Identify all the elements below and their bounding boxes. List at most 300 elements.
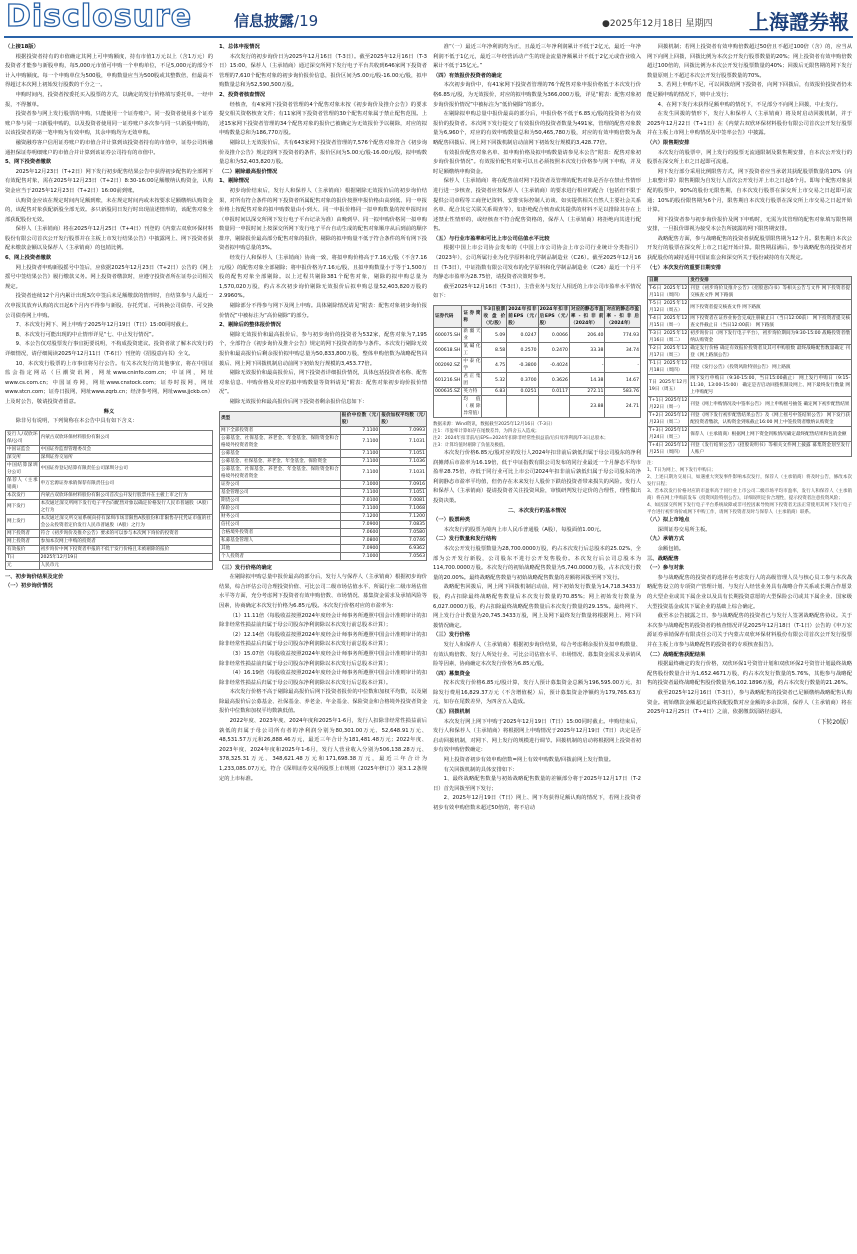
table-cell: 7.1100 bbox=[340, 449, 380, 457]
table-cell: 均值（剔除异常值） bbox=[463, 397, 482, 417]
paragraph: 网下投资者参与初步询价报价及网下申购时，无需为其管理的配售对象填写限售期安排，一旦报价即视为接受本公告所披露的网下限售期安排。 bbox=[647, 216, 852, 233]
paragraph: 网上投资者初步有效申购倍数=网上有效申购数量/回拨前网上发行数量。 bbox=[443, 757, 615, 764]
table-cell: T-3日 2025年12月16日（周二） bbox=[649, 331, 688, 344]
table-cell: 公募基金、社保基金、养老金、年金基金、保险资金 bbox=[220, 457, 341, 465]
table-cell: T+2日 2025年12月23日（周二） bbox=[649, 413, 688, 426]
paragraph: 8、本次发行可能出现的中止情形详见“七、中止发行情况”。 bbox=[15, 331, 157, 338]
table-cell: 7.1068 bbox=[380, 504, 427, 512]
paragraph: 4、在网下发行未获得足额申购的情况下，不足部分不向网上回拨，中止发行。 bbox=[657, 101, 842, 108]
table-cell: 中国证监会 bbox=[6, 445, 40, 453]
paragraph: 截至2025年12月16日（T-3日），主营业务与发行人相近的上市公司市盈率水平情况如下： bbox=[433, 283, 641, 300]
schedule-note: 3、若本次发行价格对应的市盈率高于同行业上市公司二级市场平均市盈率，发行人和保荐人（主承销商）将在网上申购前发布《投资风险特别公告》，详细说明定价合理性，提示投资者注意投资风险； bbox=[647, 489, 852, 502]
subheading: 6、网上投资者缴款 bbox=[5, 255, 52, 262]
subheading: （八）拟上市地点 bbox=[647, 517, 690, 524]
table-cell bbox=[482, 396, 507, 418]
table-row bbox=[220, 465, 427, 480]
section-heading: 一、初步询价结果及定价 bbox=[5, 573, 64, 580]
table-row bbox=[648, 375, 852, 397]
table-cell: 14.38 bbox=[569, 373, 605, 388]
table-row bbox=[6, 499, 213, 514]
table-row bbox=[6, 461, 213, 476]
subheading: 1、剔除情况 bbox=[219, 178, 250, 185]
table-cell: 刊登《网上申购情况及中签率公告》 网上申购摇号抽签 确定网下初步配售结果 bbox=[689, 397, 852, 412]
paragraph: 准“（一）最近三年净利润均为正，且最近三年净利润累计不低于2亿元，最近一年净利润不低于1亿元，最近三年经营活动产生的现金流量净额累计不低于2亿元或营业收入累计不低于15亿元。” bbox=[433, 44, 641, 70]
table-cell: 7.1000 bbox=[340, 552, 380, 560]
table-header-cell: 对应的静态市盈率-扣非后（2024年） bbox=[606, 307, 639, 327]
subheading: （四）有效报价投资者的确定 bbox=[433, 72, 502, 79]
table-cell: 23.88 bbox=[569, 396, 605, 418]
paragraph: 本次发行的初步询价日为2025年12月16日（T-3日）。截至2025年12月16日（T-3日）15:00，保荐人（主承销商）通过深交所网下发行电子平台共收到646家网下投资者管理的7,610个配售对象的初步询价报价信息，报价区间为5.00元/股-16.00元/股，拟申购数量总和为52,590,500万股。 bbox=[219, 53, 427, 89]
paragraph: 保荐人（主承销商）将在2025年12月25日（T+4日）刊登的《内蒙古双欣环保材料股份有限公司首次公开发行股票并在主板上市发行结果公告》中披露网上、网下投资者获配未缴款金额以及保荐人（主承销商）的包销比例。 bbox=[5, 226, 213, 252]
table-cell: 发行人/双欣环保/公司 bbox=[7, 431, 38, 444]
table-cell: 33.38 bbox=[569, 343, 605, 358]
paragraph: 融资融券客户信用证券账户的市值合并计算到该投资者持有的市值中，证券公司转融通担保证券明细账户的市值合并计算到该证券公司持有的市值中。 bbox=[5, 139, 213, 156]
table-cell: 7.1100 bbox=[340, 488, 380, 496]
table-cell: 个人投资者 bbox=[220, 552, 341, 560]
table-cell: 有效报价 bbox=[6, 545, 40, 553]
table-cell: T-5日 2025年12月12日（周五） bbox=[649, 301, 688, 314]
paragraph: 本次发行网上网下申购于2025年12月19日（T日）15:00同时截止。申购结束后，发行人和保荐人（主承销商）将根据网上申购情况于2025年12月19日（T日）决定是否启动回拨机制，对网下、网上发行的规模进行调节。回拨机制的启动将根据网上投资者初步有效申购倍数确定： bbox=[433, 718, 641, 754]
table-cell: 0.3700 bbox=[507, 373, 538, 388]
table-cell: 网上投资者 bbox=[6, 537, 40, 545]
table-cell: 0.2570 bbox=[507, 343, 538, 358]
table-cell: 参加本次网上申购的投资者 bbox=[39, 537, 212, 545]
paragraph: 本次发行价格不高于剔除最高报价后网下投资者报价的中位数和加权平均数，以及剔除最高报价后公募基金、社保基金、养老金、年金基金、保险资金和合格境外投资者资金报价中位数和加权平均数孰低值。 bbox=[219, 689, 427, 715]
table-cell: 7.0081 bbox=[380, 496, 427, 504]
paragraph: 初步询价结束后，发行人和保荐人（主承销商）根据剔除无效报价后的初步询价结果，对所有符合条件的网下投资者所属配售对象的报价按照申报价格由高到低、同一申报价格上按配售对象的拟申购数量由小到大、同一申报价格同一拟申购数量的按申报时间（申报时间以深交所网下发行电子平台记录为准）由晚到早、同一拟申购价格同一拟申购数量同一申报时间上按深交所网下发行电子平台自动生成的配售对象顺序从后到前的顺序排序，剔除报价最高部分配售对象的报价，剔除的拟申购量不低于符合条件的所有网下投资者拟申购总量的3%。 bbox=[219, 187, 427, 252]
newspaper-logo: 上海證券報 bbox=[749, 10, 849, 34]
paragraph: 1、最终战略配售数量与初始战略配售数量的差额部分将于2025年12月17日（T-2日）首先回拨至网下发行； bbox=[433, 776, 641, 792]
paragraph: 回拨机制；若网上投资者有效申购倍数超过50倍且不超过100倍（含）的，应当从网下向网上回拨，回拨比例为本次公开发行股票数量的20%；网上投资者有效申购倍数超过100倍的，回拨比例为本次公开发行股票数量的40%；回拨后无限售期的网下发行数量原则上不超过本次公开发行股票数量的70%。 bbox=[647, 44, 852, 79]
paragraph: 在发生回拨的情形下，发行人和保荐人（主承销商）将及时启动回拨机制，并于2025年12月22日（T+1日）在《内蒙古双欣环保材料股份有限公司首次公开发行股票并在主板上市网上申购情况及中签率公告》中披露。 bbox=[647, 111, 852, 137]
table-cell: 网下投资者提交核查文件 网下路演 bbox=[689, 300, 852, 315]
table-cell: 7.1100 bbox=[340, 426, 380, 434]
table-row bbox=[6, 553, 213, 561]
table-cell bbox=[538, 396, 569, 418]
table-cell: 证券公司 bbox=[220, 480, 341, 488]
table-cell: 5.32 bbox=[482, 373, 507, 388]
masthead bbox=[0, 0, 857, 34]
table-cell: 7.1051 bbox=[380, 449, 427, 457]
table-note: 注1：市盈率计算如存在尾数差异，为四舍五入造成； bbox=[433, 429, 540, 435]
table-cell: 氯碱化工 bbox=[463, 344, 481, 357]
continued-to: （下转20版） bbox=[814, 718, 852, 726]
paragraph: 本次发行价格6.85元/股对应的发行人2024年扣非前后孰低归属于母公司股东的净利润摊薄后市盈率为16.19倍，低于中证指数有限公司发布的同行业最近一个月静态平均市盈率28.75倍，亦低于同行业可比上市公司2024年扣非前后孰低归属于母公司股东的净利润静态市盈率平均值，但仍存在未来发行人股价下跌给投资者带来损失的风险。发行人和保荐人（主承销商）提请投资者关注投资风险，审慎研判发行定价的合理性，理性做出投资决策。 bbox=[433, 450, 641, 504]
table-cell: T+4日 2025年12月25日（周四） bbox=[649, 443, 688, 456]
table-row bbox=[434, 388, 641, 396]
paragraph: 保荐人（主承销商）将在配售前对网下投资者及管理的配售对象是否存在禁止性情形进行进一步核查，投资者应按保荐人（主承销商）的要求进行相应的配合（包括但不限于提供公司章程等工商登记资料、安排实际控制人访谈、如实提供相关自然人主要社会关系名单、配合其它关联关系调查等），如拒绝配合核查或其提供的材料不足以排除其存在上述禁止性情形的，或经核查不符合配售资格的，保荐人（主承销商）将拒绝向其进行配售。 bbox=[433, 178, 641, 233]
paragraph: 3、若网上申购不足，可以回拨给网下投资者，向网下回拨后，有效报价投资者仍未能足额申购的情况下，则中止发行； bbox=[647, 82, 852, 98]
table-cell: 保险公司 bbox=[220, 504, 341, 512]
table-row bbox=[648, 397, 852, 412]
table-cell: 确定发行价格 确定有效报价投资者及其可申购股数 最终战略配售数量确定 刊登《网上路演公告》 bbox=[690, 346, 850, 359]
paragraph: （2）12.14倍（每股收益按照2024年度经会计师事务所遵照中国会计准则审计的扣除非经常性损益后归属于母公司股东净利润除以本次发行前总股本计算）； bbox=[219, 631, 427, 648]
table-cell: 7.1100 bbox=[340, 465, 380, 480]
table-header-cell: 报价加权平均数（元/股） bbox=[381, 412, 425, 425]
table-row bbox=[220, 536, 427, 544]
table-cell: 8.58 bbox=[482, 343, 507, 358]
table-row bbox=[220, 496, 427, 504]
table-cell: 0.0066 bbox=[538, 328, 569, 343]
table-cell: 中国证券监督管理委员会 bbox=[39, 445, 212, 453]
table-cell: 7.1000 bbox=[340, 480, 380, 488]
subheading: （四）募集资金 bbox=[433, 670, 471, 677]
comparable-companies-table bbox=[433, 305, 641, 418]
table-cell: 0.0117 bbox=[538, 388, 569, 396]
subheading: 5、网下投资者缴款 bbox=[5, 159, 52, 166]
paragraph: 2、2025年12月19日（T日）网上、网下均获得足额认购的情况下，若网上投资者初步有效申购倍数未超过50倍的，将不启动 bbox=[433, 795, 641, 811]
page-number: /19 bbox=[294, 12, 319, 30]
table-cell: 中泰化学 bbox=[463, 359, 481, 372]
paragraph: 余额包销。 bbox=[657, 546, 685, 553]
definitions-table bbox=[5, 430, 213, 570]
subheading: （一）股票种类 bbox=[433, 517, 471, 524]
table-cell: T日 2025年12月19日（周五） bbox=[648, 375, 689, 397]
paragraph: 7、本次发行网下、网上申购于2025年12月19日（T日）15:00同时截止。 bbox=[15, 322, 192, 329]
table-row bbox=[648, 345, 852, 360]
paragraph: 发行人和保荐人（主承销商）根据初步询价结果，综合考虑剩余报价及拟申购数量、有效认购倍数、发行人所处行业、可比公司估值水平、市场情况、募集资金需求及承销风险等因素，协商确定本次发行价格为6.85元/股。 bbox=[433, 641, 641, 668]
table-cell: 2025年12月19日 bbox=[39, 553, 212, 561]
table-cell: 7.1100 bbox=[340, 434, 380, 449]
table-row bbox=[434, 343, 641, 358]
table-cell: 24.71 bbox=[605, 396, 641, 418]
table-cell: 7.0993 bbox=[380, 426, 427, 434]
subheading: 2、剔除后的整体报价情况 bbox=[219, 322, 281, 329]
table-row bbox=[220, 544, 427, 552]
schedule-note: 注： bbox=[647, 461, 656, 467]
section-title bbox=[234, 10, 318, 31]
table-cell: 新疆天业 bbox=[463, 329, 481, 342]
table-cell: 272.11 bbox=[569, 388, 605, 396]
table-row bbox=[6, 445, 213, 453]
paragraph: 投资者参与网上发行股票的申购，只能使用一个证券账户。同一投资者使用多个证券账户参与同一只新股申购的，以及投资者使用同一证券账户多次参与同一只新股申购的，以该投资者的第一笔申购为有效申购，其余申购均为无效申购。 bbox=[5, 111, 213, 137]
table-cell: 本次通过深交所交易系统向持有深圳市场非限售A股股份和非限售存托凭证市值的社会公众投资者定价发行人民币普通股（A股）之行为 bbox=[40, 515, 211, 528]
table-cell: 5.09 bbox=[482, 328, 507, 343]
table-cell: T-6日 2025年12月11日（周四） bbox=[649, 286, 688, 299]
table-cell: 私募基金管理人 bbox=[220, 536, 341, 544]
table-cell: 7.0800 bbox=[340, 536, 380, 544]
table-cell: 601216.SH bbox=[434, 373, 462, 388]
table-cell: 7.1051 bbox=[380, 488, 427, 496]
table-cell: 深圳证券交易所 bbox=[39, 453, 212, 461]
table-cell: T+3日 2025年12月24日（周三） bbox=[649, 428, 688, 441]
table-cell: 7.0563 bbox=[380, 552, 427, 560]
table-cell: 网下全部投资者 bbox=[220, 426, 341, 434]
table-cell: 君正集团 bbox=[463, 374, 481, 387]
table-cell: T-2日 2025年12月17日（周三） bbox=[649, 346, 688, 359]
table-cell: T-1日 2025年12月18日（周四） bbox=[649, 361, 688, 374]
table-cell: 7.1200 bbox=[380, 512, 427, 520]
table-cell: 刊登《发行结果公告》《招股说明书》等相关文件网上披露 募集资金划至发行人账户 bbox=[690, 443, 850, 456]
table-cell: 7.1200 bbox=[340, 512, 380, 520]
table-header-cell: 2024年扣非前EPS（元/股） bbox=[508, 307, 537, 327]
col1-intro bbox=[5, 53, 213, 159]
table-row bbox=[6, 491, 213, 499]
table-cell: 符合《初步询价及推介公告》要求的可以参与本次网下询价的投资者 bbox=[39, 529, 212, 537]
subheading: （一）参与对象 bbox=[647, 565, 685, 572]
table-row bbox=[648, 285, 852, 300]
table-cell: 网上发行 bbox=[6, 514, 40, 529]
table-row bbox=[6, 537, 213, 545]
paragraph: 剔除无效报价和最高报价后，参与初步询价的投资者为532家，配售对象为7,195个，全部符合《初步询价及推介公告》规定的网下投资者的参与条件。本次发行剔除无效报价和最高报价后剩余报价拟申购总量为50,833,800万股，整体申购倍数为战略配售回拨后、网上网下回拨机制启动前网下初始发行规模的3,453.77倍。 bbox=[219, 331, 427, 367]
schedule-note: 2、上述日期为交易日，如遇重大突发事件影响本次发行，保荐人（主承销商）将及时公告，修改本次发行日程； bbox=[647, 475, 852, 488]
table-row bbox=[220, 504, 427, 512]
table-header-cell: 发行安排 bbox=[689, 277, 852, 285]
table-cell: 002092.SZ bbox=[434, 358, 462, 373]
table-header-cell: T-3日股票收盘价（元/股） bbox=[483, 307, 506, 327]
section-heading: 三、战略配售 bbox=[647, 555, 679, 562]
table-cell: 基金管理公司 bbox=[220, 488, 341, 496]
table-cell: 583.76 bbox=[605, 388, 641, 396]
table-cell: 本次发行 bbox=[6, 491, 40, 499]
table-cell bbox=[507, 396, 538, 418]
subheading: （二）战略配售获配结果 bbox=[647, 651, 706, 658]
paragraph: 本次公开发行股票数量为28,700.0000万股，约占本次发行后总股本的25.02%，全部为公开发行新股，公司股东不进行公开发售股份。本次发行后公司总股本为114,700.0000万股。本次发行的初始战略配售数量为5,740.0000万股，占本次发行数量的20.00%。最终战略配售数量与初始战略配售数量的差额将回拨至网下发行。 bbox=[433, 545, 641, 581]
section-brand: Disclosure bbox=[6, 0, 193, 34]
table-row bbox=[6, 561, 213, 569]
table-cell bbox=[434, 396, 462, 418]
table-cell: 网下投资者 bbox=[6, 529, 40, 537]
table-cell: 公募基金、社保基金、养老金、年金基金、保险资金和合格境外投资者资金 bbox=[221, 466, 339, 479]
table-header-cell: 报价中位数（元/股） bbox=[341, 412, 379, 425]
table-cell: T日 bbox=[6, 553, 40, 561]
table-cell: 14.67 bbox=[605, 373, 641, 388]
paragraph: 剔除无效报价和最高报价后，网下投资者详细报价情况，具体包括投资者名称、配售对象信息、申购价格及对应的拟申购数量等资料请见“附表：配售对象初步询价报价情况”。 bbox=[219, 370, 427, 396]
table-row bbox=[220, 426, 427, 434]
table-cell: 中国证券登记结算有限责任公司深圳分公司 bbox=[39, 461, 212, 476]
table-row bbox=[648, 412, 852, 427]
paragraph: 10、本次发行股票的上市事宜将另行公告。有关本次发行的其他事宜，将在中国证监会指定网站（巨潮资讯网，网址www.cninfo.com.cn；中证网，网址www.cs.com.cn；中国证券网，网址www.cnstock.com；证券时报网，网址www.stcn.com；证券日报网，网址www.zqrb.cn；经济参考网，网址www.jjckb.cn）上及时公告，敬请投资者留意。 bbox=[5, 360, 213, 405]
table-cell: 7.1100 bbox=[340, 457, 380, 465]
table-cell: 7.0600 bbox=[340, 528, 380, 536]
table-cell: 中国结算深圳分公司 bbox=[7, 462, 38, 475]
paragraph: 截至2025年12月16日（T-3日），参与战略配售的投资者已足额缴纳战略配售认购资金。初始缴款金额超过最终获配股数对应金额的多余款项，保荐人（主承销商）将在2025年12月25日（T+4日）之前，依据缴款原路径退回。 bbox=[647, 689, 852, 716]
definitions-title: 释义 bbox=[103, 408, 115, 415]
table-header-cell: 日期 bbox=[648, 277, 689, 285]
paragraph: （4）16.19倍（每股收益按照2024年度经会计师事务所遵照中国会计准则审计的扣除非经常性损益后归属于母公司股东净利润除以本次发行后总股本计算）。 bbox=[219, 670, 427, 686]
table-cell: 6.9362 bbox=[380, 544, 427, 552]
paragraph: 剔除无效报价和最高报价后网下投资者剩余报价信息如下： bbox=[229, 398, 368, 405]
table-cell: 0.2470 bbox=[538, 343, 569, 358]
table-cell: - bbox=[605, 358, 641, 373]
table-header-cell: 类型 bbox=[220, 411, 341, 426]
table-row bbox=[220, 488, 427, 496]
table-row bbox=[220, 449, 427, 457]
table-cell: 内蒙古双欣环保材料股份有限公司首次公开发行股票并在主板上市之行为 bbox=[39, 491, 212, 499]
paragraph: （3）15.07倍（每股收益按照2024年度经会计师事务所遵照中国会计准则审计的扣除非经常性损益前归属于母公司股东净利润除以本次发行后总股本计算）； bbox=[219, 650, 427, 667]
table-cell: 600618.SH bbox=[434, 343, 462, 358]
table-cell: 0.0251 bbox=[507, 388, 538, 396]
paragraph: 战略配售回拨后，网上网下回拨机制启动前，网下初始发行数量为14,718.3433万股，约占扣除最终战略配售数量后本次发行数量的70.85%；网上初始发行数量为6,027.0000万股，约占扣除最终战略配售数量后本次发行数量的29.15%。最终网下、网上发行合计数量为20,745.3433万股，网上及网下最终发行数量将根据网上、网下回拨情况确定。 bbox=[433, 584, 641, 629]
table-cell: 保荐人（主承销商） bbox=[7, 477, 38, 490]
table-row bbox=[220, 457, 427, 465]
table-row bbox=[648, 360, 852, 375]
table-cell: 深交所 bbox=[6, 453, 40, 461]
header-divider bbox=[4, 36, 853, 38]
paragraph: 根据投资者持有的市值确定其网上可申购额度，持有市值1万元以上（含1万元）的投资者才能参与新股申购，每5,000元市值可申购一个申购单位，不足5,000元的部分不计入申购额度。每一个申购单位为500股，申购数量应当为500股或其整数倍，但最高不得超过本次网上初始发行股数的千分之一。 bbox=[5, 53, 213, 89]
table-row bbox=[6, 430, 213, 445]
paragraph: 本次初步询价中，有41家网下投资者管理的76个配售对象申报价格低于本次发行价格6.85元/股，为无效报价，对应的拟申购数量为366,000万股，详见“附表：配售对象初步询价报价情况”中被标注为“低价剔除”的部分。 bbox=[433, 82, 641, 108]
table-cell: 初步询价日（网下发行电子平台），初步询价期间为9:30-15:00 战略投资者缴纳认购资金 bbox=[690, 331, 850, 344]
subheading: （七）本次发行的重要日期安排 bbox=[647, 264, 722, 271]
subheading: （三）发行价格的确定 bbox=[219, 564, 272, 571]
table-header-cell: 证券代码 bbox=[434, 306, 462, 328]
paragraph: 2025年12月23日（T+2日）网下发行初步配售结果公告中获得初步配售的全部网下有效配售对象，需在2025年12月23日（T+2日）8:30-16:00足额缴纳认购资金，认购资金应当于2025年12月23日（T+2日）16:00前到账。 bbox=[5, 168, 213, 194]
table-cell: 信托公司 bbox=[220, 520, 341, 528]
table-cell: 600075.SH bbox=[434, 328, 462, 343]
paragraph: 剔除部分不得参与网下及网上申购。具体剔除情况请见“附表：配售对象初步询价报价情况”中被标注为“高价剔除”的部分。 bbox=[219, 303, 427, 319]
table-cell: 刊登《网下发行初步配售结果公告》及《网上摇号中签结果公告》 网下发行获配投资者缴款，认购资金到账截止16:00 网上中签投资者缴纳认购资金 bbox=[690, 413, 850, 426]
issue-date: ●2025年12月18日 星期四 bbox=[602, 19, 713, 29]
column-1 bbox=[5, 43, 213, 1251]
table-cell: 7.0900 bbox=[340, 520, 380, 528]
schedule-note: 4、如因深交所网下发行电子平台系统故障或非可控因素导致网下投资者无法正常使用其网下发行电子平台进行初步询价或网下申购工作，请网下投资者及时与保荐人（主承销商）联系。 bbox=[647, 503, 852, 516]
table-row bbox=[6, 545, 213, 553]
column-2 bbox=[219, 43, 427, 1251]
table-cell: 7.0916 bbox=[380, 480, 427, 488]
table-cell: T+1日 2025年12月22日（周一） bbox=[649, 398, 688, 411]
table-cell: 网下投资者在证券业协会完成注册截止日（当日12:00前） 网下投资者提交核查文件截止日（当日12:00前） 网下路演 bbox=[690, 316, 850, 329]
table-cell: 保荐人（主承销商）根据网上网下资金到账情况确定最终配售结果和包销金额 bbox=[689, 427, 852, 442]
paragraph: 申购时间内，投资者按委托买入股票的方式，以确定的发行价格填写委托单。一经申报，不得撤单。 bbox=[5, 91, 213, 108]
table-cell: 7.1031 bbox=[380, 434, 427, 449]
table-header-cell: 对应的静态市盈率-扣非前（2024年） bbox=[570, 307, 604, 327]
table-cell: 7.0746 bbox=[380, 536, 427, 544]
table-cell: 刊登《初步询价及推介公告》《招股意向书》等相关公告与文件 网下投资者提交核查文件 网下路演 bbox=[690, 286, 850, 299]
section-name: 信息披露 bbox=[234, 12, 295, 30]
paragraph: 本次发行的股票中，网上发行的股票无流通限制及限售期安排，自本次公开发行的股票在深交所上市之日起即可流通。 bbox=[647, 149, 852, 166]
table-cell: 7.0835 bbox=[380, 520, 427, 528]
subheading: （二）发行数量和发行结构 bbox=[433, 536, 497, 543]
table-row bbox=[648, 330, 852, 345]
table-cell: 7.0900 bbox=[340, 544, 380, 552]
column-3 bbox=[433, 43, 641, 1251]
table-row bbox=[6, 476, 213, 491]
quote-stats-table bbox=[219, 411, 427, 561]
table-row bbox=[220, 520, 427, 528]
paragraph: 剔除以上无效报价后，共有643家网下投资者管理的7,576个配售对象符合《初步询价及推介公告》规定的网下投资者的条件，报价区间为5.00元/股-16.00元/股，拟申购数量总和为52,403,820万股。 bbox=[219, 139, 427, 166]
table-cell: 内蒙古双欣环保材料股份有限公司 bbox=[39, 430, 212, 445]
table-row bbox=[648, 300, 852, 315]
table-cell: 申万宏源证券承销保荐有限责任公司 bbox=[39, 476, 212, 491]
subheading: （三）发行价格 bbox=[433, 632, 471, 639]
paragraph: （1）11.11倍（每股收益按照2024年度经会计师事务所遵照中国会计准则审计的扣除非经常性损益前归属于母公司股东净利润除以本次发行前总股本计算）； bbox=[219, 612, 427, 629]
paragraph: 根据最终确定的发行价格，双欣环保1号资管计划和双欣环保2号资管计划最终战略配售股份数量合计为1,652.4671万股，约占本次发行数量的5.76%，其他参与战略配售的投资者最终战略配售股份数量为6,102.1896万股，约占本次发行数量的21.26%。 bbox=[647, 661, 852, 687]
table-cell: 7.1036 bbox=[380, 457, 427, 465]
table-row bbox=[648, 442, 852, 457]
subheading: （一）初步询价情况 bbox=[5, 583, 53, 590]
paragraph: 按本次发行价格6.85元/股计算，发行人预计募集资金总额为196,595.00万元，扣除发行费用16,829.37万元（不含增值税）后，预计募集资金净额约为179,765.63万元，如存在尾数差异，为四舍五入造成。 bbox=[433, 680, 641, 706]
continued-from: （上接18版） bbox=[5, 44, 39, 50]
table-cell: 7.1100 bbox=[340, 504, 380, 512]
data-source: 数据来源：Wind资讯，数据截至2025年12月16日（T-3日） bbox=[433, 422, 556, 428]
paragraph: 在剔除拟申购总量中报价最高的部分后，发行人与保荐人（主承销商）根据初步询价结果，综合评估公司合理投资价值、可比公司二级市场估值水平、所属行业二级市场估值水平等方面，充分考虑网下投资者有效申购倍数、市场情况、募集资金需求及承销风险等因素，协商确定本次发行价格为6.85元/股。本次发行价格对应的市盈率为： bbox=[219, 574, 427, 609]
paragraph: 有关回拨机制的具体安排如下： bbox=[443, 766, 518, 773]
table-cell: 0.0247 bbox=[507, 328, 538, 343]
paragraph: 9、本公告仅对股票发行事宜扼要说明，不构成投资建议。投资者欲了解本次发行的详细情况，请仔细阅读2025年12月11日（T-6日）刊登的《招股意向书》全文。 bbox=[5, 341, 213, 357]
paragraph: 参与战略配售的投资者的选择在考虑发行人的高级管理人员与核心员工参与本次战略配售设立的专项资产管理计划、与发行人经营业务具有战略合作关系或长期合作愿景的大型企业或其下属企业以及具有长期投资意愿的大型保险公司或其下属企业、国家级大型投资基金或其下属企业的基础上综合确定。 bbox=[647, 574, 852, 610]
table-note: 注2：2024年扣非前/后EPS=2024年扣除非经常性损益前/后归母净利润/T-3日总股本； bbox=[433, 436, 609, 442]
paragraph: 在剔除拟申购总量中报价最高的部分后，申报价格不低于6.85元/股的投资者为有效报价的投资者。本次网下发行提交了有效报价的投资者数量为491家，管理的配售对象数量为6,960个，对应的有效申购数量总和为50,465,780万股，对应的有效申购倍数为战略配售回拨后、网上网下回拨机制启动前网下初始发行规模的3,428.77倍。 bbox=[433, 111, 641, 146]
table-cell: -0.4024 bbox=[538, 358, 569, 373]
table-cell: 34.74 bbox=[605, 343, 641, 358]
table-row bbox=[434, 396, 641, 418]
table-cell: 刊登《发行公告》《投资风险特别公告》 网上路演 bbox=[689, 360, 852, 375]
paragraph: 经发行人和保荐人（主承销商）协商一致，将拟申购价格高于7.16元/股（不含7.16元/股）的配售对象全部剔除；将申报价格为7.16元/股，且拟申购数量小于等于1,500万股的配售对象全部剔除。以上过程共剔除381个配售对象，剔除的拟申购总量为1,570,020万股，约占本次初步询价剔除无效报价后拟申购总量52,403,820万股的2.9960%。 bbox=[219, 255, 427, 300]
table-row bbox=[434, 358, 641, 373]
table-cell: 0.3626 bbox=[538, 373, 569, 388]
table-row bbox=[434, 373, 641, 388]
table-row bbox=[220, 480, 427, 488]
subheading: （五）回拨机制 bbox=[433, 709, 471, 716]
table-cell: 网下发行 bbox=[6, 499, 40, 514]
table-cell: 7.0580 bbox=[380, 528, 427, 536]
paragraph: 深圳证券交易所主板。 bbox=[657, 526, 711, 533]
column-4 bbox=[647, 43, 852, 1251]
table-cell: -0.3800 bbox=[507, 358, 538, 373]
paragraph: 经核查，有4家网下投资者管理的4个配售对象未按《初步询价及推介公告》的要求提交相关资格核查文件；有11家网下投资者管理的30个配售对象属于禁止配售范围。上述15家网下投资者管理的34个配售对象的报价已被确定为无效报价予以剔除，对应的拟申购数量总和为186,770万股。 bbox=[219, 101, 427, 137]
paragraph: 投资者连续12个月内累计出现3次中签后未足额缴款的情形时，自结算参与人最近一次申报其放弃认购的次日起6个月内不得参与新股、存托凭证、可转换公司债券、可交换公司债券网上申购。 bbox=[5, 293, 213, 319]
table-row bbox=[220, 512, 427, 520]
table-cell: 英力特 bbox=[462, 388, 482, 396]
paragraph: 截至本公告披露之日，参与战略配售的投资者已与发行人签署战略配售协议。关于本次参与战略配售的投资者的核查情况详见2025年12月18日（T-1日）公告的《申万宏源证券承销保荐有限责任公司关于内蒙古双欣环保材料股份有限公司首次公开发行股票并在主板上市参与战略配售的投资者的专项核查报告》。 bbox=[647, 613, 852, 648]
table-cell: 元 bbox=[6, 561, 40, 569]
table-cell: T-4日 2025年12月15日（周一） bbox=[649, 316, 688, 329]
subheading: 2、投资者核查情况 bbox=[219, 91, 266, 98]
paragraph: 战略配售方面，参与战略配售的投资者获配股票限售期为12个月。限售期自本次公开发行的股票在深交所上市之日起开始计算。限售期届满后，参与战略配售的投资者对获配股份的减持适用中国证监会和深交所关于股份减持的有关规定。 bbox=[647, 235, 852, 262]
paragraph: 认购资金应该在规定时间内足额到账，未在规定时间内或未按要求足额缴纳认购资金的，该配售对象获配新股全部无效。多只新股同日发行时出现前述情形的，该配售对象全部获配股份无效。 bbox=[5, 197, 213, 223]
table-row bbox=[220, 552, 427, 560]
table-cell: 774.93 bbox=[605, 328, 641, 343]
table-cell: 公募基金、社保基金、养老金、年金基金、保险资金和合格境外投资者资金 bbox=[221, 435, 339, 448]
table-cell: 206.40 bbox=[569, 328, 605, 343]
table-cell: 本次通过深交所网下发行电子平台向配售对象以确定价格发行人民币普通股（A股）之行为 bbox=[40, 500, 211, 513]
table-row bbox=[220, 528, 427, 536]
table-cell: 6.83 bbox=[482, 388, 507, 396]
paragraph: 有效报价配售对象名单、拟申购价格及拟申购数量请参见本公告“附表：配售对象初步询价报价情况”。有效报价配售对象可以且必须按照本次发行价格参与网下申购，并及时足额缴纳申购资金。 bbox=[433, 149, 641, 175]
paragraph: 2022年度、2023年度、2024年度和2025年1-6月，发行人扣除非经常性损益前后孰低的归属于母公司所有者的净利润分别为80,301.00万元、52,648.91万元、48,531.57万元和26,888.46万元，最近三年合计为181,481.48万元；2022年度、2023年度、2024年度和2025年1-6月，发行人营业收入分别为506,138.28万元、378,325.31万元、348,621.48万元和171,698.38万元，最近三年合计为1,233,085.07万元，符合《深圳证券交易所股票上市规则（2025年修订）》第3.1.2条规定的上市标准。 bbox=[219, 718, 427, 782]
table-cell: 000635.SZ bbox=[435, 389, 461, 395]
paragraph: 网下发行部分采用比例限售方式，网下投资者应当承诺其获配股票数量的10%（向上取整计算）限售期限为自发行人首次公开发行并上市之日起6个月。即每个配售对象获配的股票中，90%的股份无限售期，自本次发行股票在深交所上市交易之日起即可流通；10%的股份限售期为6个月，限售期自本次发行股票在深交所上市交易之日起开始计算。 bbox=[647, 168, 852, 214]
table-header-cell: 证券简称 bbox=[462, 306, 482, 328]
paragraph: 根据中国上市公司协会发布的《中国上市公司协会上市公司行业统计分类指引》（2023年），公司所属行业为化学原料和化学制品制造业（C26）。截至2025年12月16日（T-3日），中证指数有限公司发布的化学原料和化学制品制造业（C26）最近一个月平均静态市盈率为28.75倍，请投资者决策时参考。 bbox=[433, 245, 641, 281]
subheading: （五）与行业市盈率和可比上市公司估值水平比较 bbox=[433, 235, 550, 242]
table-row bbox=[6, 453, 213, 461]
section-heading: 二、本次发行的基本情况 bbox=[507, 507, 567, 514]
table-cell: 公募基金 bbox=[220, 449, 341, 457]
paragraph: 本次发行的股票为境内上市人民币普通股（A股），每股面值1.00元。 bbox=[443, 526, 605, 533]
table-cell: 财务公司 bbox=[220, 512, 341, 520]
table-cell: 7.0100 bbox=[340, 496, 380, 504]
table-row bbox=[220, 434, 427, 449]
schedule-note: 1、T日为网上、网下发行申购日； bbox=[647, 468, 716, 474]
table-cell: 期货公司 bbox=[220, 496, 341, 504]
table-cell: 7.1031 bbox=[380, 465, 427, 480]
subheading: 1、总体申报情况 bbox=[219, 44, 260, 50]
table-row bbox=[648, 315, 852, 330]
table-row bbox=[6, 514, 213, 529]
table-cell: 合格境外投资者 bbox=[220, 528, 341, 536]
table-note: 注3：计算均值时剔除了负值及极值。 bbox=[433, 443, 508, 449]
paragraph: 网上投资者申购新股摇号中签后，应依据2025年12月23日（T+2日）公告的《网上摇号中签结果公告》履行缴款义务。网上投资者缴款时，应遵守投资者所在证券公司相关规定。 bbox=[5, 264, 213, 290]
table-cell: 其他 bbox=[220, 544, 341, 552]
subheading: （九）承销方式 bbox=[647, 536, 685, 543]
table-header-cell: 2024年扣非后EPS（元/股） bbox=[539, 307, 568, 327]
table-row bbox=[6, 529, 213, 537]
subheading: （六）限售期安排 bbox=[647, 139, 690, 146]
table-cell: 网下发行申购日（9:30-15:00，当日15:00截止） 网上发行申购日（9:15-11:30，13:00-15:00） 确定是否启动回拨机制及网上、网下最终发行数量 网上申购配号 bbox=[690, 376, 850, 396]
table-row bbox=[648, 427, 852, 442]
